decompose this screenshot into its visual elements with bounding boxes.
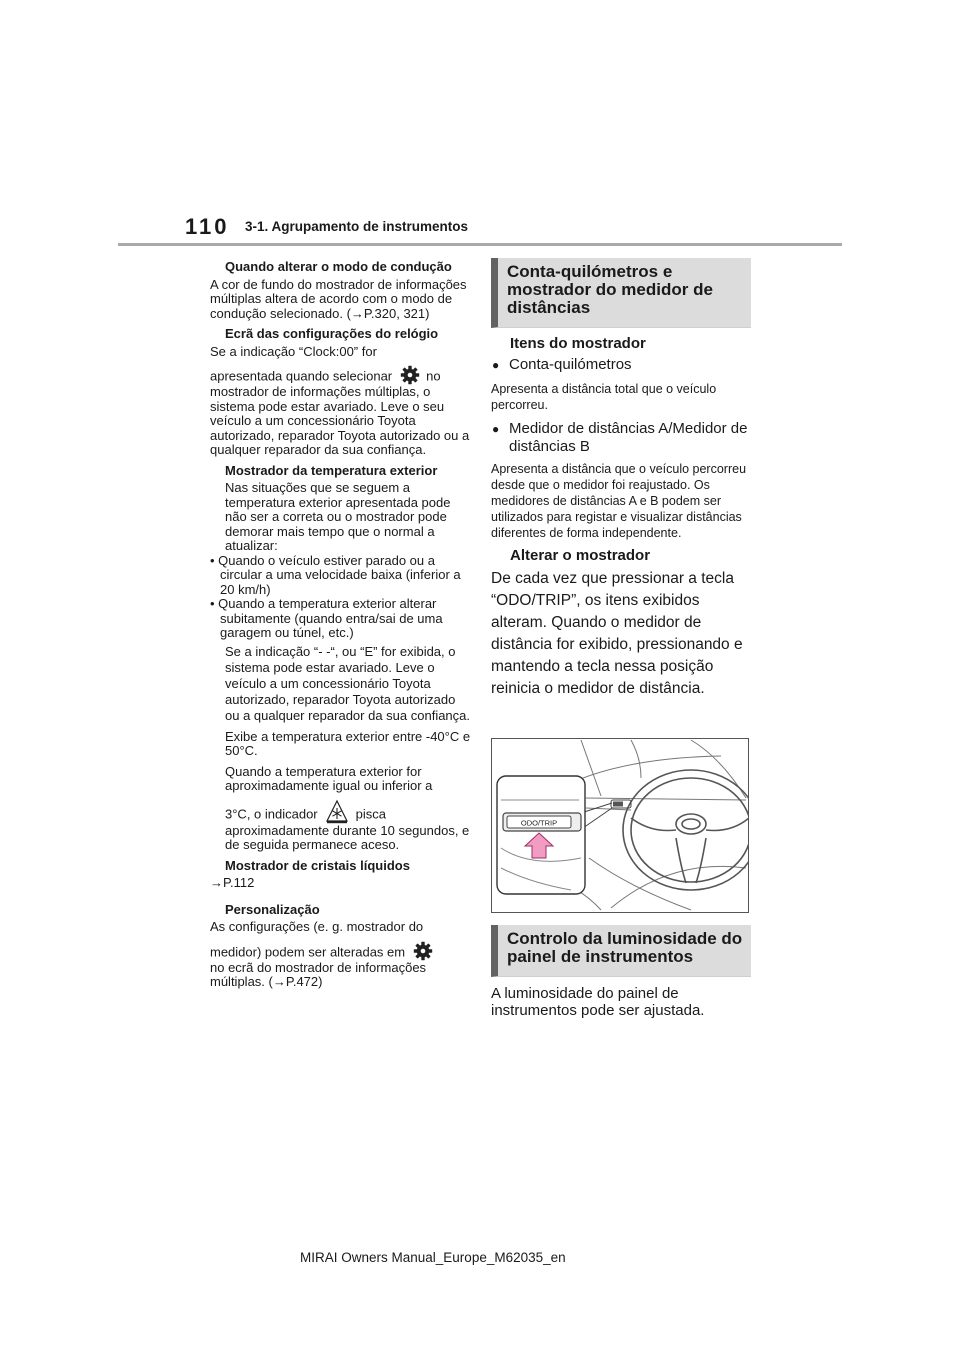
temp-p5 — [210, 806, 472, 824]
section-box-odometer — [491, 258, 751, 328]
temp-bullet-2: • Quando a temperatura exterior alterar subitamente (quando entra/sai de uma garagem ou túnel, etc.) — [210, 596, 443, 640]
header-rule — [118, 243, 842, 246]
trip-bullet: ● Medidor de distâncias A/Medidor de distâncias B — [491, 420, 751, 456]
trip-text: Apresenta a distância que o veículo percorreu desde que o medidor foi reajustado. Os medidores de distâncias A e B podem ser utilizados para registar e visualizar distâncias diferentes de forma independente. — [491, 462, 747, 540]
custom-text-1: As configurações (e. g. mostrador do — [210, 919, 424, 934]
clock-text-3: mostrador de informações múltiplas, o sistema pode estar avariado. Leve o seu veículo a um concessionário Toyota autorizado, reparador Toyota autorizado ou a qualquer reparador da sua confiança. — [210, 384, 470, 457]
temp-p4: Quando a temperatura exterior for aproximadamente igual ou inferior a — [225, 763, 433, 793]
custom-text-2 — [210, 945, 472, 961]
lcd-title: Mostrador de cristais líquidos — [225, 857, 410, 873]
section-box-odometer-title: Conta-quilómetros e mostrador do medidor de distâncias — [507, 262, 713, 317]
temp-intro: Nas situações que se seguem a temperatura exterior apresentada pode não ser a correta ou o mostrador pode demorar mais tempo que o normal a atualizar: — [225, 480, 451, 553]
clock-text-1: Se a indicação “Clock:00” for — [210, 343, 377, 359]
items-title: Itens do mostrador — [510, 335, 646, 352]
change-text: De cada vez que pressionar a tecla “ODO/TRIP”, os itens exibidos alteram. Quando o medidor de distância for exibido, pressionando e mantendo a tecla nessa posição reinicia o medidor de distância. — [491, 570, 743, 697]
custom-text-2a: medidor) podem ser alteradas em — [210, 943, 406, 959]
odometer-section — [491, 335, 751, 700]
footer-text: MIRAI Owners Manual_Europe_M62035_en — [300, 1250, 566, 1265]
temp-p5b: pisca — [355, 805, 386, 821]
page-number: 110 — [185, 214, 230, 239]
lcd-ref: →P.112 — [210, 875, 255, 890]
odo-trip-illustration — [491, 738, 749, 913]
custom-title: Personalização — [225, 901, 320, 917]
temp-p5a: 3°C, o indicador — [225, 805, 318, 821]
section-box-brightness — [491, 925, 751, 977]
temp-p2: Se a indicação “- -“, ou “E” for exibida, o sistema pode estar avariado. Leve o veículo a um concessionário Toyota autorizado, reparador Toyota autorizado ou a qualquer reparador da sua confiança. — [225, 643, 471, 723]
temp-p6: aproximadamente durante 10 segundos, e de seguida permanece aceso. — [225, 822, 470, 852]
settings-gear-icon — [400, 365, 420, 385]
temp-bullet-1: • Quando o veículo estiver parado ou a circular a uma velocidade baixa (inferior a 20 km/h) — [210, 552, 461, 597]
odo-bullet: ● Conta-quilómetros — [491, 356, 751, 374]
frost-warning-icon — [326, 800, 348, 824]
settings-gear-icon — [413, 941, 433, 961]
change-title: Alterar o mostrador — [510, 547, 651, 564]
odo-trip-button-label: ODO/TRIP — [520, 818, 558, 828]
temp-p3: Exibe a temperatura exterior entre -40°C e 50°C. — [225, 728, 471, 758]
clock-text-2 — [210, 369, 472, 385]
custom-text-3: no ecrã do mostrador de informações múltiplas. (→P.472) — [210, 959, 427, 989]
temp-title: Mostrador da temperatura exterior — [225, 462, 438, 478]
drive-mode-title: Quando alterar o modo de condução — [225, 259, 452, 274]
odo-text: Apresenta a distância total que o veículo percorreu. — [491, 382, 717, 412]
section-title: 3-1. Agrupamento de instrumentos — [245, 219, 469, 234]
brightness-text: A luminosidade do painel de instrumentos pode ser ajustada. — [491, 985, 705, 1019]
left-column — [210, 257, 472, 990]
section-box-brightness-title: Controlo da luminosidade do painel de instrumentos — [507, 929, 743, 966]
clock-text-2a: apresentada quando selecionar — [210, 368, 393, 384]
clock-title: Ecrã das configurações do relógio — [225, 326, 439, 341]
drive-mode-text: A cor de fundo do mostrador de informações múltiplas altera de acordo com o modo de condução selecionado. (→P.320, 321) — [210, 276, 467, 321]
clock-text-2b: no — [426, 368, 441, 384]
